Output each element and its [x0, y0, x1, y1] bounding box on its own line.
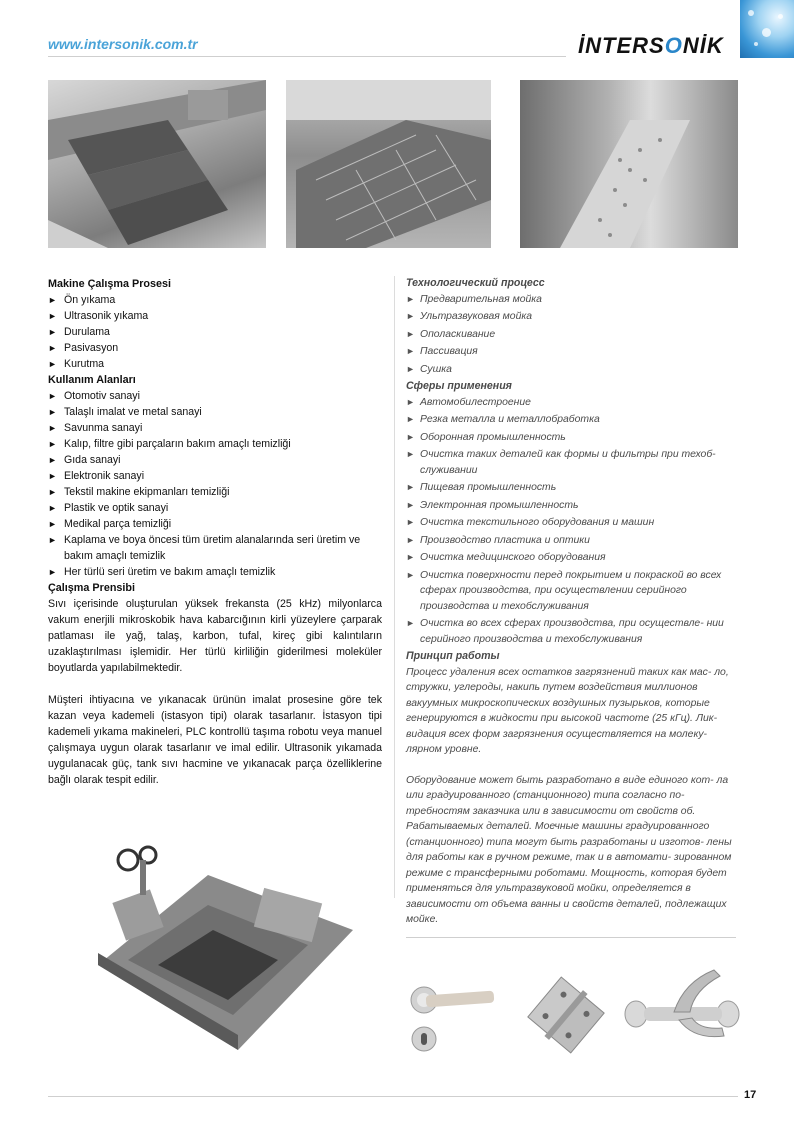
brand-logo: İNTERSONİK: [578, 33, 724, 58]
list-item: ► Ultrasonik yıkama: [48, 310, 149, 322]
list-item: ► Medikal parça temizliği: [48, 518, 172, 530]
list-item: ► Очистка таких деталей как формы и фильтры при техоб- служивании: [406, 449, 716, 476]
list-item: ► Kurutma: [48, 358, 105, 370]
section-title: Makine Çalışma Prosesi: [48, 278, 172, 290]
list-item: ► Пассивация: [406, 346, 478, 357]
list-item: ► Автомобилестроение: [406, 396, 531, 408]
list-item: ► Ön yıkama: [48, 294, 116, 306]
door-handle-photo: [406, 975, 496, 1055]
section-title: Принцип работы: [406, 650, 500, 662]
page-number: 17: [744, 1089, 757, 1101]
section-title: Çalışma Prensibi: [48, 582, 136, 594]
list-item: ► Пищевая промышленность: [406, 482, 557, 493]
process-list: [48, 292, 382, 372]
list-item: ► Plastik ve optik sanayi: [48, 502, 169, 514]
hinge-photo: [524, 975, 608, 1055]
list-item: ► Предварительная мойка: [406, 293, 542, 305]
paragraph: Sıvı içerisinde oluşturulan yüksek frekansta (25 kHz) milyonlarca vakum enerjili mikroskobik hava kabarcığının kirli yüzeylere çarparak patlaması ile yağ, talaş, karbon, tufal, kireç gibi kalıntıların uzaklaştırılması işlemidir. Her türlü kirliliğin giderilmesi moleküler boyutlarda yapılabilmektedir.: [48, 598, 382, 674]
column-divider: [394, 276, 395, 898]
list-item: ► Оборонная промышленность: [406, 431, 566, 443]
process-list: [406, 292, 740, 378]
list-item: ► Очистка медицинского оборудования: [406, 552, 606, 563]
water-splash-icon: [740, 0, 794, 58]
paragraph: Процесс удаления всех остатков загрязнений таких как мас- ло, стружки, углероды, накипь путем воздействия миллионов вакуумных микроскопических воздушных пузырьков, которые генерируются в жидкости при высокой частоте (25 кГц). Лик- видация всех форм загрязнения осуществляется на молеку- лярном уровне.: [406, 666, 729, 755]
list-item: ► Электронная промышленность: [406, 499, 579, 511]
list-item: ► Резка металла и металлобработка: [406, 414, 600, 425]
basket-tank-photo: [286, 80, 491, 248]
list-item: ► Durulama: [48, 326, 110, 338]
list-item: ► Gıda sanayi: [48, 454, 121, 466]
header-divider: [48, 56, 566, 57]
list-item: ► Tekstil makine ekipmanları temizliği: [48, 486, 230, 498]
list-item: ► Производство пластика и оптики: [406, 534, 590, 546]
list-item: ► Kaplama ve boya öncesi tüm üretim alanalarında seri üretim ve bakım amaçlı temizlik: [48, 534, 361, 562]
list-item: ► Ополаскивание: [406, 328, 496, 340]
list-item: ► Savunma sanayi: [48, 422, 143, 434]
list-item: ► Otomotiv sanayi: [48, 390, 140, 402]
list-item: ► Pasivasyon: [48, 342, 119, 354]
faucet-photo: [624, 962, 742, 1042]
paragraph: Оборудование может быть разработано в виде единого кот- ла или градуированного (станционного) типа согласно по- требностям заказчика или в зависимости от свойств об. Рабатываемых деталей. Моечные машины градуированного (станционного) типа могут быть разработаны и изготов- лены для работы как в ручном режиме, так и в автомати- зированном режиме с трансферными роботами. Мощность, которая будет применяться для ультразвуковой мойки, определяется в зависимости от объема ванны и свойств деталей, подлежащих мойке.: [406, 774, 732, 925]
footer-divider: [48, 1096, 738, 1097]
mould-part-photo: [88, 835, 358, 1055]
list-item: ► Очистка во всех сферах производства, при осуществле- нии серийного производства и техобслуживания: [406, 618, 724, 645]
russian-column: [406, 276, 740, 928]
section-title: Технологический процесс: [406, 277, 545, 289]
list-item: ► Ультразвуковая мойка: [406, 311, 533, 322]
list-item: ► Her türlü seri üretim ve bakım amaçlı temizlik: [48, 566, 276, 578]
perforated-drum-photo: [520, 80, 738, 248]
website-url[interactable]: www.intersonik.com.tr: [48, 36, 198, 52]
areas-list: [48, 388, 382, 580]
paragraph: Müşteri ihtiyacına ve yıkanacak ürünün imalat prosesine göre tek kazan veya kademeli (istasyon tipi) olarak tasarlanır. İstasyon tipi kademeli yıkama makineleri, PLC kontrollü taşıma robotu veya manuel çalışmaya uygun olarak tasarlanır ve imal edilir. Ultrasonik yıkamada uygulanacak güç, tank sıvı hacmine ve yıkanacak parça özelliklerine bağlı olarak tespit edilir.: [48, 694, 382, 786]
list-item: ► Elektronik sanayi: [48, 470, 145, 482]
list-item: ► Очистка поверхности перед покрытием и покраской во всех сферах производства, при осуществлении серийного производства и техобслуживания: [406, 569, 722, 612]
areas-list: [406, 395, 740, 648]
list-item: ► Очистка текстильного оборудования и машин: [406, 517, 655, 528]
turkish-column: [48, 276, 382, 788]
list-item: ► Talaşlı imalat ve metal sanayi: [48, 406, 202, 418]
ultrasonic-tank-line-photo: [48, 80, 266, 248]
list-item: ► Сушка: [406, 363, 452, 375]
section-title: Kullanım Alanları: [48, 374, 136, 386]
section-title: Сферы применения: [406, 380, 512, 392]
products-divider: [406, 937, 736, 938]
list-item: ► Kalıp, filtre gibi parçaların bakım amaçlı temizliği: [48, 438, 291, 450]
